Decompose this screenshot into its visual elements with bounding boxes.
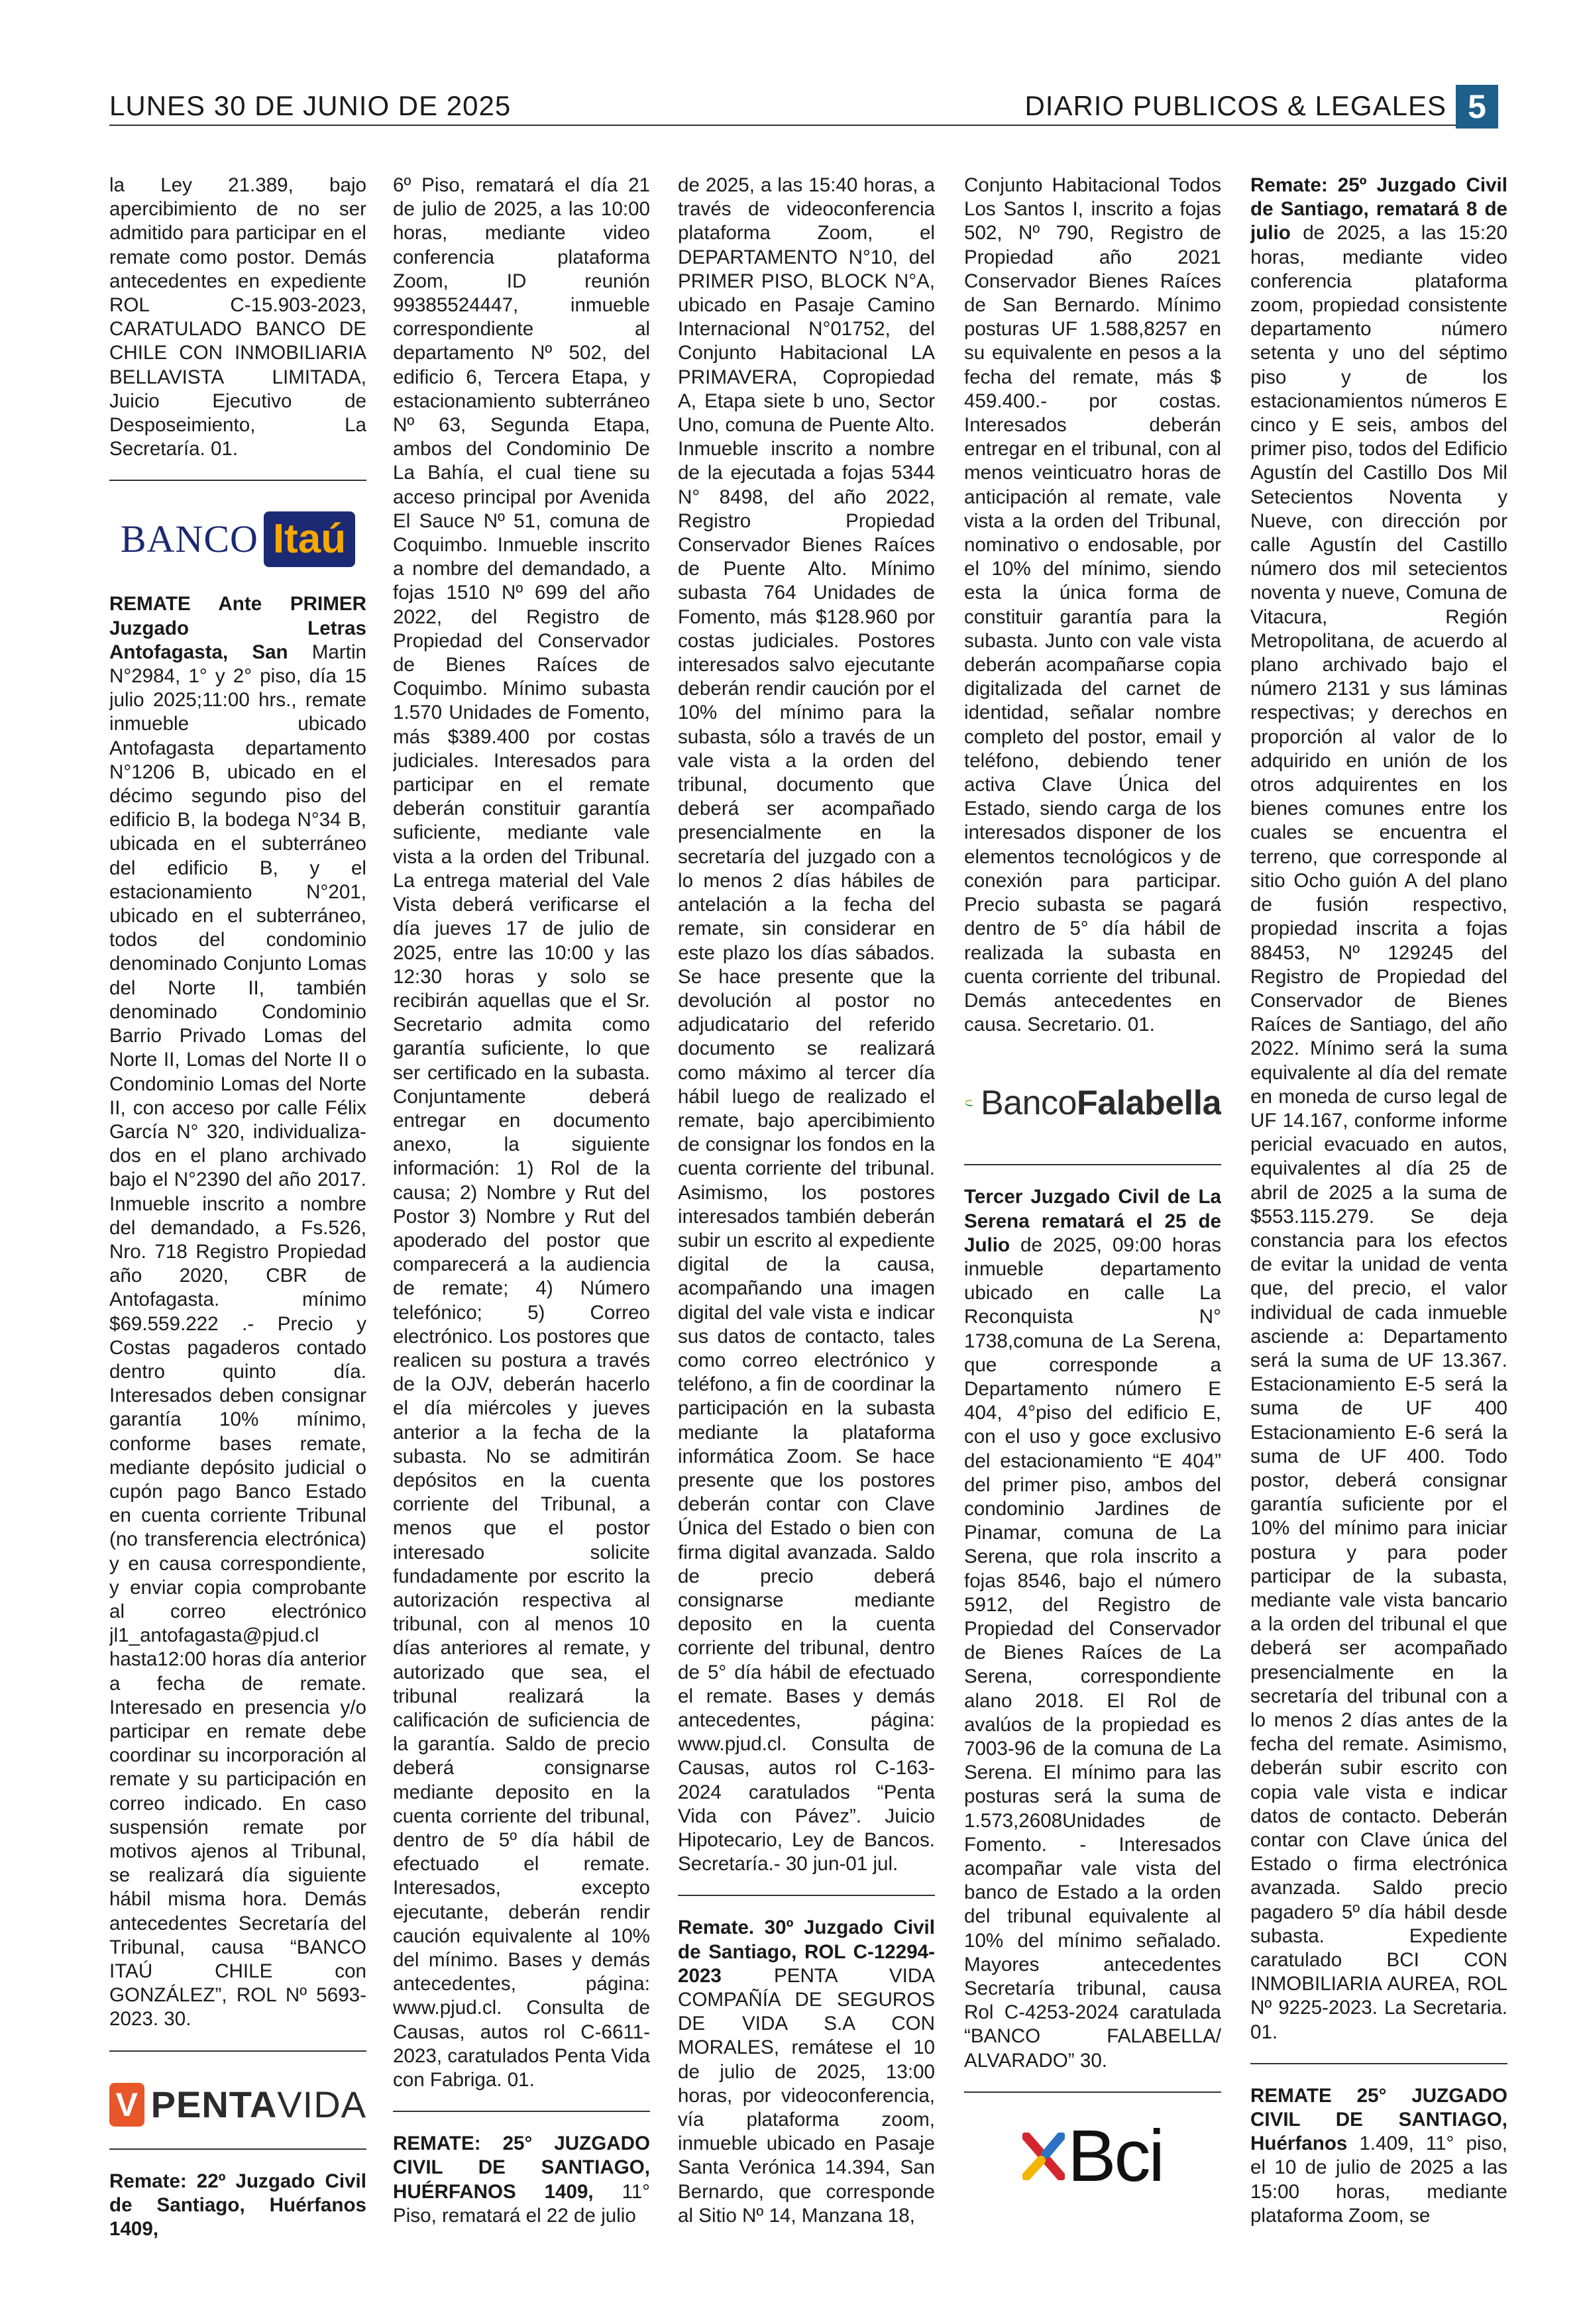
banco-falabella-logo <box>964 1057 1221 1149</box>
bci-name: Bci <box>1067 2115 1163 2197</box>
notice-text <box>393 174 650 2092</box>
notice-text <box>393 2132 650 2228</box>
bci-x-icon <box>1022 2133 1065 2180</box>
notice-itau <box>109 592 366 2031</box>
notice-penta-3-body: PENTA VIDA COMPAÑÍA DE SEGUROS DE VIDA S.A CON MORALES, remátese el 10 de julio de 2025, 13:00 horas, por videoconferencia, vía plataforma zoom, inmueble ubicado en Pasaje Santa Verónica 14.394, San Bernardo, que corresponde al Sitio Nº 14, Manzana 18, <box>678 1964 935 2227</box>
divider <box>109 480 366 481</box>
notice-itau-head: REMATE Ante PRIMER Juzgado Letras Antofagasta, San <box>109 593 366 663</box>
notice-penta-2-body: de 2025, a las 15:40 horas, a través de videoconferencia plataforma Zoom, el DEPARTAMENTO N°10, del PRIMER PISO, BLOCK N°A, ubicado en Pasaje Camino Internacional N°01752, del Conjunto Habitacional LA PRIMAVERA, Copropiedad A, Etapa siete b uno, Sector Uno, comuna de Puente Alto. Inmueble inscrito a nombre de la ejecutada a fojas 5344 N° 8498, del año 2022, Registro Propiedad Conservador Bienes Raíces de Puente Alto. Mínimo subasta 764 Unidades de Fomento, más $128.960 por costas judiciales. Postores interesados salvo ejecutante deberán rendir caución por el 10% del mínimo para la subasta, sólo a través de un vale vista a la orden del tribunal, documento que deberá ser acompañado presencialmente en la secretaría del juzgado con a lo menos 2 días hábiles de antelación a la fecha del remate, sin considerar en este plazo los días sábados. Se hace presente que la devolución al postor no adjudicatario del referido documento se realizará como máximo al tercer día hábil luego de realizado el remate, bajo apercibimiento de consignar los fondos en la cuenta corriente del tribunal. Asimismo, los postores interesados también deberán subir un escrito al expediente digital de la causa, acompañando una imagen digital del vale vista e indicar sus datos de contacto, tales como correo electrónico y teléfono, a fin de coordinar la participación en la subasta mediante la plataforma informática Zoom. Se hace presente que los postores deberán contar con Clave Única del Estado o bien con firma digital avanzada. Saldo de precio deberá consignarse mediante deposito en la cuenta corriente del tribunal, dentro de 5° día hábil de efectuado el remate. Bases y demás antecedentes, página: www.pjud.cl. Consulta de Causas, autos rol C-163-2024 caratulados “Penta Vida con Pávez”. Juicio Hipotecario, Ley de Bancos. Secretaría.- 30 jun-01 jul. <box>678 174 935 1875</box>
notice-penta-3-body: Conjunto Habitacional Todos Los Santos I, inscrito a fojas 502, Nº 790, Registro de Propiedad año 2021 Conservador Bienes Raíces de San Bernardo. Mínimo posturas UF 1.588,8257 en su equivalente en pesos a la fecha del remate, más $ 459.400.- por costas. Interesados deberán entregar en el tribunal, con al menos veinticuatro horas de anticipación al remate, vale vista a la orden del Tribunal, nominativo o endosable, por el 10% del mínimo, siendo esta la única forma de constituir garantía para la subasta. Junto con vale vista deberán acompañarse copia digitalizada del carnet de identidad, señalar nombre completo del postor, email y teléfono, debiendo tener activa Clave Única del Estado, siendo carga de los interesados disponer de los elementos tecnológicos y de conexión para participar. Precio subasta se pagará dentro de 5° día hábil de realizada la subasta en cuenta corriente del tribunal. Demás antecedentes en causa. Secretario. 01. <box>964 174 1221 1036</box>
column-2 <box>393 174 650 2241</box>
notice-penta-1-head: Remate: 22º Juzgado Civil de Santiago, Huérfanos 1409, <box>109 2170 366 2241</box>
falabella-name-b: Falabella <box>1076 1084 1221 1123</box>
divider <box>393 2111 650 2112</box>
notice-text <box>1250 174 1507 2044</box>
divider <box>678 1895 935 1896</box>
column-5 <box>1250 174 1507 2241</box>
notice-penta-2-head: REMATE: 25° JUZGADO CIVIL DE SANTIAGO, HUÉRFANOS 1409, <box>393 2133 650 2203</box>
column-5-flow <box>1250 174 1507 2228</box>
itau-banco-text: BANCO <box>120 517 258 561</box>
falabella-name-a: Banco <box>980 1084 1077 1123</box>
notice-falabella-head: Tercer Juzgado Civil de La Serena rematará el 25 de Julio <box>964 1186 1221 1256</box>
header-date: LUNES 30 DE JUNIO DE 2025 <box>109 90 512 121</box>
notice-text <box>678 174 935 1876</box>
notice-falabella <box>964 1185 1221 2073</box>
falabella-leaf-icon <box>964 1077 974 1130</box>
divider <box>109 2148 366 2150</box>
notice-bci-2-head: REMATE 25° JUZGADO CIVIL DE SANTIAGO, Huérfanos <box>1250 2084 1507 2155</box>
divider <box>1250 2063 1507 2064</box>
penta-name-b: VIDA <box>277 2083 366 2125</box>
notice-bci-1-head: Remate: 25º Juzgado Civil de Santiago, rematará 8 de julio <box>1250 174 1507 244</box>
publication-name: DIARIO PUBLICOS & LEGALES <box>1024 90 1446 121</box>
divider <box>964 1164 1221 1165</box>
column-4-continuation <box>964 174 1221 1037</box>
notice-continuation: la Ley 21.389, bajo apercibimiento de no ser admitido para participar en el remate como postor. Demás antecedentes en expediente ROL C-15.903-2023, CARATULADO BANCO DE CHILE CON INMOBILIARIA BELLAVISTA LIMITADA, Juicio Ejecutivo de Desposeimiento, La Secretaría. 01. <box>109 174 366 460</box>
divider <box>109 2050 366 2052</box>
column-3-flow <box>678 174 935 2228</box>
notice-penta-3-head: Remate. 30º Juzgado Civil de Santiago, ROL C-12294-2023 <box>678 1917 935 1987</box>
notice-penta-2-body: 11° Piso, rematará el 22 de julio <box>393 2180 650 2227</box>
notice-falabella-body: de 2025, 09:00 horas inmueble departamento ubicado en calle La Reconquista N° 1738,comuna de La Serena, que corresponde a Departamento número E 404, 4°piso del edificio E, con el uso y goce exclusivo del estacionamiento “E 404” del primer piso, ambos del condominio Jardines de Pinamar, comuna de La Serena, que rola inscrito a fojas 8546, bajo el número 5912, del Registro de Propiedad del Conservador de Bienes Raíces de La Serena, correspondiente alano 2018. El Rol de avalúos de la propiedad es 7003-96 de la comuna de La Serena. El mínimo para las posturas será la suma de 1.573,2608Unidades de Fomento. - Interesados acompañar vale vista del banco de Estado a la orden del tribunal equivalente al 10% del mínimo señalado. Mayores antecedentes Secretaría tribunal, causa Rol C-4253-2024 caratulada “BANCO FALABELLA/ ALVARADO” 30. <box>964 1234 1221 2072</box>
penta-vida-logo <box>109 2072 366 2138</box>
notice-itau-body: Martin N°2984, 1° y 2° piso, día 15 julio 2025;11:00 hrs., remate inmueble ubicado Antofagasta departamento N°1206 B, ubicado en el décimo segundo piso del edificio B, la bodega N°34 B, ubicada en el subterráneo del edificio B, y el estacionamiento N°201, ubicado en el subterráneo, todos del condominio denominado Conjunto Lomas del Norte II, también denominado Condominio Barrio Privado Lomas del Norte II, Lomas del Norte II o Condominio Lomas del Norte II, con acceso por calle Félix García N° 320, individualiza-dos en el plano archivado bajo el N°2390 del año 2017. Inmueble inscrito a nombre del demandado, a Fs.526, Nro. 718 Registro Propiedad año 2020, CBR de Antofagasta. mínimo $69.559.222 .- Precio y Costas pagaderos contado dentro quinto día. Interesados deben consignar garantía 10% mínimo, conforme bases remate, mediante depósito judicial o cupón pago Banco Estado en cuenta corriente Tribunal (no transferencia electrónica) y en causa correspondiente, y enviar copia comprobante al correo electrónico jl1_antofagasta@pjud.cl hasta12:00 horas día anterior a fecha de remate. Interesado en presencia y/o participar en remate debe coordinar su incorporación al remate y su participación en correo indicado. En caso suspensión remate por motivos ajenos al Tribunal, se realizará día siguiente hábil misma hora. Demás antecedentes Secretaría del Tribunal, causa “BANCO ITAÚ CHILE con GONZÁLEZ”, ROL Nº 5693-2023. 30. <box>109 641 366 2031</box>
itau-name-box: Itaú <box>264 511 355 567</box>
bci-logo <box>964 2113 1221 2200</box>
notice-bci-1-body: de 2025, a las 15:20 horas, mediante video conferencia plataforma zoom, propiedad consistente departamento número setenta y uno del séptimo piso y de los estacionamientos números E cinco y E seis, ambos del primer piso, todos del Edificio Agustín del Castillo Dos Mil Setecientos Noventa y Nueve, con dirección por calle Agustín del Castillo número dos mil setecientos noventa y nueve, Comuna de Vitacura, Región Metropolitana, de acuerdo al plano archivado bajo el número 2131 y sus láminas respectivas; y derechos en proporción al valor de lo adquirido en unión de los otros adquirentes en los bienes comunes entre los cuales se encuentra el terreno, que corresponde al sitio Ocho guión A del plano de fusión respectivo, propiedad inscrita a fojas 88453, Nº 129245 del Registro de Propiedad del Conservador de Bienes Raíces de Santiago, del año 2022. Mínimo será la suma equivalente al día del remate en moneda de curso legal de UF 14.167, conforme informe pericial evacuado en autos, equivalentes al día 25 de abril de 2025 a la suma de $553.115.279. Se deja constancia para los efectos de evitar la unidad de venta que, del precio, el valor individual de cada inmueble asciende a: Departamento será la suma de UF 13.367. Estacionamiento E-5 será la suma de UF 400 Estacionamiento E-6 será la suma de UF 400. Todo postor, deberá consignar garantía suficiente por el 10% del mínimo para iniciar postura y para poder participar de la subasta, mediante vale vista bancario a la orden del tribunal el que deberá ser acompañado presencialmente en la secretaría del tribunal con a lo menos 2 días antes de la fecha del remate. Asimismo, deberán subir escrito con copia vale vista e indicar datos de contacto. Deberán contar con Clave única del Estado o firma electrónica avanzada. Saldo precio pagadero 5º día hábil desde subasta. Expediente caratulado BCI CON INMOBILIARIA AUREA, ROL Nº 9225-2023. La Secretaria. 01. <box>1250 222 1507 2043</box>
notice-bci-2-body: 1.409, 11° piso, el 10 de julio de 2025 a las 15:00 horas, mediante plataforma Zoom, se <box>1250 2133 1507 2227</box>
penta-v-icon: V <box>109 2083 144 2127</box>
notice-text <box>1250 2084 1507 2228</box>
notice-text <box>964 174 1221 1037</box>
column-1 <box>109 174 366 2241</box>
notice-penta-1-body: 6º Piso, rematará el día 21 de julio de 2025, a las 10:00 horas, mediante video conferencia plataforma Zoom, ID reunión 99385524447, inmueble correspondiente al departamento Nº 502, del edificio 6, Tercera Etapa, y estacionamiento subterráneo Nº 63, Segunda Etapa, ambos del Condominio De La Bahía, el cual tiene su acceso principal por Avenida El Sauce Nº 51, comuna de Coquimbo. Inmueble inscrito a nombre del demandado, a fojas 1510 Nº 699 del año 2022, del Registro de Propiedad del Conservador de Bienes Raíces de Coquimbo. Mínimo subasta 1.570 Unidades de Fomento, más $389.400 por costas judiciales. Interesados para participar en el remate deberán constituir garantía suficiente, mediante vale vista a la orden del Tribunal. La entrega material del Vale Vista deberá verificarse el día jueves 17 de julio de 2025, entre las 10:00 y las 12:30 horas y solo se recibirán aquellas que el Sr. Secretario admita como garantía suficiente, lo que ser certificado en la subasta. Conjuntamente deberá entregar en documento anexo, la siguiente información: 1) Rol de la causa; 2) Nombre y Rut del Postor 3) Nombre y Rut del apoderado del postor que comparecerá a la audiencia de remate; 4) Número telefónico; 5) Correo electrónico. Los postores que realicen su postura a través de la OJV, deberán hacerlo el día miércoles y jueves anterior a la fecha de la subasta. No se admitirán depósitos en la cuenta corriente del Tribunal, a menos que el postor interesado solicite fundadamente por escrito la autorización respectiva al tribunal, con al menos 10 días anteriores al remate, y autorizado que sea, el tribunal realizará la calificación de suficiencia de la garantía. Saldo de precio deberá consignarse mediante deposito en la cuenta corriente del tribunal, dentro de 5º día hábil de efectuado el remate. Interesados, excepto ejecutante, deberán rendir caución equivalente al 10% del mínimo. Bases y demás antecedentes, página: www.pjud.cl. Consulta de Causas, autos rol C-6611-2023, caratulados Penta Vida con Fabriga. 01. <box>393 174 650 2091</box>
notice-penta-1 <box>109 2170 366 2241</box>
banco-itau-logo <box>109 501 366 578</box>
column-4 <box>964 174 1221 2241</box>
divider <box>964 2091 1221 2093</box>
penta-name-a: PENTA <box>150 2083 278 2125</box>
page-header <box>109 85 1498 126</box>
page-number-badge: 5 <box>1456 85 1498 129</box>
notice-text <box>678 1916 935 2228</box>
column-2-flow <box>393 174 650 2228</box>
column-3 <box>678 174 935 2241</box>
